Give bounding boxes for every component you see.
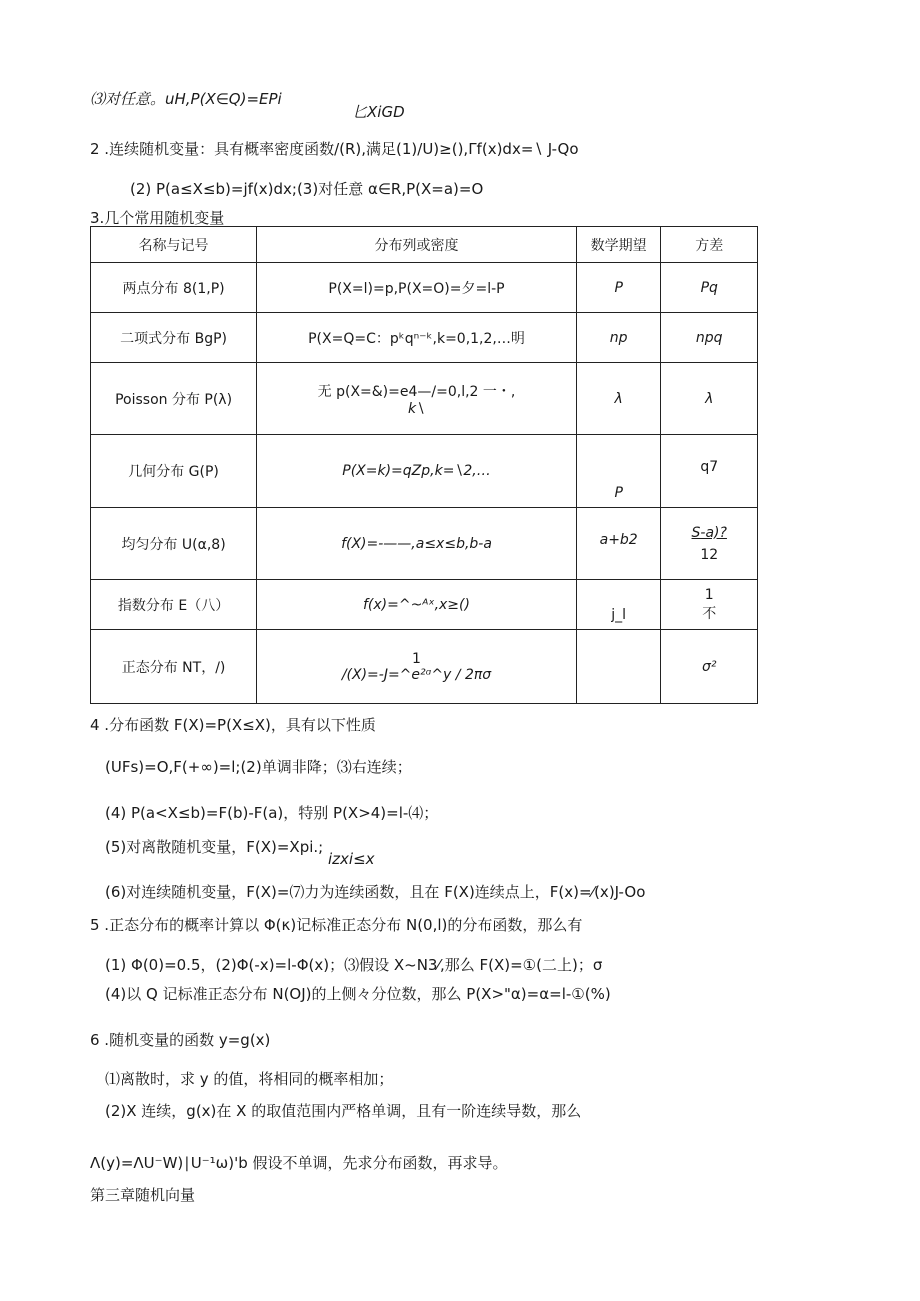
row-name: 两点分布 8(1,P)	[91, 263, 257, 313]
row-var	[661, 508, 758, 580]
row-var: Pq	[661, 263, 758, 313]
section-5-title: 5 .正态分布的概率计算以 Φ(κ)记标准正态分布 N(0,l)的分布函数，那么有	[90, 916, 583, 934]
table-row	[91, 363, 758, 435]
row-var: npq	[661, 313, 758, 363]
row-dist: f(x)=^~ᴬˣ,x≥()	[257, 580, 577, 630]
row-var: q7	[661, 435, 758, 508]
section-4-title: 4 .分布函数 F(X)=P(X≤X)，具有以下性质	[90, 716, 376, 734]
row-dist-line2: k∖	[407, 400, 425, 417]
row-var-den: 12	[700, 546, 719, 563]
section-5-prop4: (4)以 Q 记标准正态分布 N(OJ)的上侧々分位数，那么 P(X>"α)=α=l-①(%)	[105, 985, 611, 1003]
row-name: 二项式分布 BgP)	[91, 313, 257, 363]
row-name: 正态分布 NT，/)	[91, 630, 257, 704]
row-mean: P	[576, 435, 661, 508]
row-mean: λ	[576, 363, 661, 435]
section-6-title: 6 .随机变量的函数 y=g(x)	[90, 1031, 271, 1049]
table-row	[91, 630, 758, 704]
row-dist-line1: 无 p(X=&)=e4—/=0,l,2 一・,	[317, 383, 516, 400]
section-4-prop6: (6)对连续随机变量，F(X)=⑺力为连续函数，且在 F(X)连续点上，F(x)=⁄(x)J-Oo	[105, 883, 646, 901]
header-mean: 数学期望	[576, 227, 661, 263]
row-mean: j_l	[576, 580, 661, 630]
section-6-prop2: (2)X 连续，g(x)在 X 的取值范围内严格单调，且有一阶连续导数，那么	[105, 1102, 582, 1120]
row-var: λ	[661, 363, 758, 435]
item-2-properties: (2) P(a≤X≤b)=jf(x)dx;(3)对任意 α∈R,P(X=a)=O	[130, 180, 484, 198]
row-mean	[576, 630, 661, 704]
table-row	[91, 580, 758, 630]
row-dist	[257, 363, 577, 435]
row-name: Poisson 分布 P(λ)	[91, 363, 257, 435]
header-name: 名称与记号	[91, 227, 257, 263]
section-4-prop5-sub: izxi≤x	[328, 850, 375, 868]
table-row	[91, 263, 758, 313]
chapter-3-title: 第三章随机向量	[90, 1186, 196, 1204]
row-mean: a+b2	[576, 508, 661, 580]
section-3-title: 3.几个常用随机变量	[90, 209, 225, 227]
section-6-prop1: ⑴离散时，求 y 的值，将相同的概率相加；	[105, 1070, 394, 1088]
item-3-subscript: 匕XiGD	[352, 103, 405, 121]
row-var-den: 不	[702, 605, 717, 622]
row-dist	[257, 630, 577, 704]
table-row	[91, 508, 758, 580]
row-dist: P(X=Q=C：pᵏqⁿ⁻ᵏ,k=0,1,2,…明	[257, 313, 577, 363]
row-mean: P	[576, 263, 661, 313]
header-dist: 分布列或密度	[257, 227, 577, 263]
item-3-text: ⑶对任意。uH,P(X∈Q)=EPi	[90, 90, 282, 108]
row-mean: np	[576, 313, 661, 363]
row-dist: P(X=k)=qZp,k=∖2,…	[257, 435, 577, 508]
table-row	[91, 313, 758, 363]
distribution-table	[90, 226, 758, 704]
row-var: σ²	[661, 630, 758, 704]
table-row	[91, 435, 758, 508]
row-dist-line2: /(X)=-J=^e²ᵅ^y ∕ 2πσ	[341, 666, 492, 683]
item-3-discrete	[90, 88, 282, 109]
header-var: 方差	[661, 227, 758, 263]
row-var-num: S-a)?	[691, 524, 727, 541]
section-5-prop1: (1) Φ(0)=0.5，(2)Φ(-x)=l-Φ(x)；⑶假设 X~N3⁄,那么 F(X)=①(二上)；σ	[105, 956, 603, 974]
section-4-prop1: (UFs)=O,F(+∞)=l;(2)单调非降；⑶右连续；	[105, 758, 412, 776]
row-var	[661, 580, 758, 630]
row-name: 指数分布 E（八）	[91, 580, 257, 630]
row-dist-line1: 1	[412, 650, 421, 667]
row-name: 均匀分布 U(α,8)	[91, 508, 257, 580]
table-header-row	[91, 227, 758, 263]
row-name: 几何分布 G(P)	[91, 435, 257, 508]
section-4-prop4: (4) P(a<X≤b)=F(b)-F(a)，特别 P(X>4)=l-⑷；	[105, 804, 439, 822]
section-6-formula: Λ(y)=ΛU⁻W)∣U⁻¹ω)'b 假设不单调，先求分布函数，再求导。	[90, 1154, 508, 1172]
row-dist: f(X)=-——,a≤x≤b,b-a	[257, 508, 577, 580]
item-2-continuous: 2 .连续随机变量：具有概率密度函数/(R),满足(1)/U)≥(),Γf(x)dx=∖ J-Qo	[90, 140, 579, 158]
section-4-prop5: (5)对离散随机变量，F(X)=Xpi.;	[105, 838, 324, 856]
row-dist: P(X=l)=p,P(X=O)=夕=l-P	[257, 263, 577, 313]
row-var-num: 1	[704, 586, 714, 603]
